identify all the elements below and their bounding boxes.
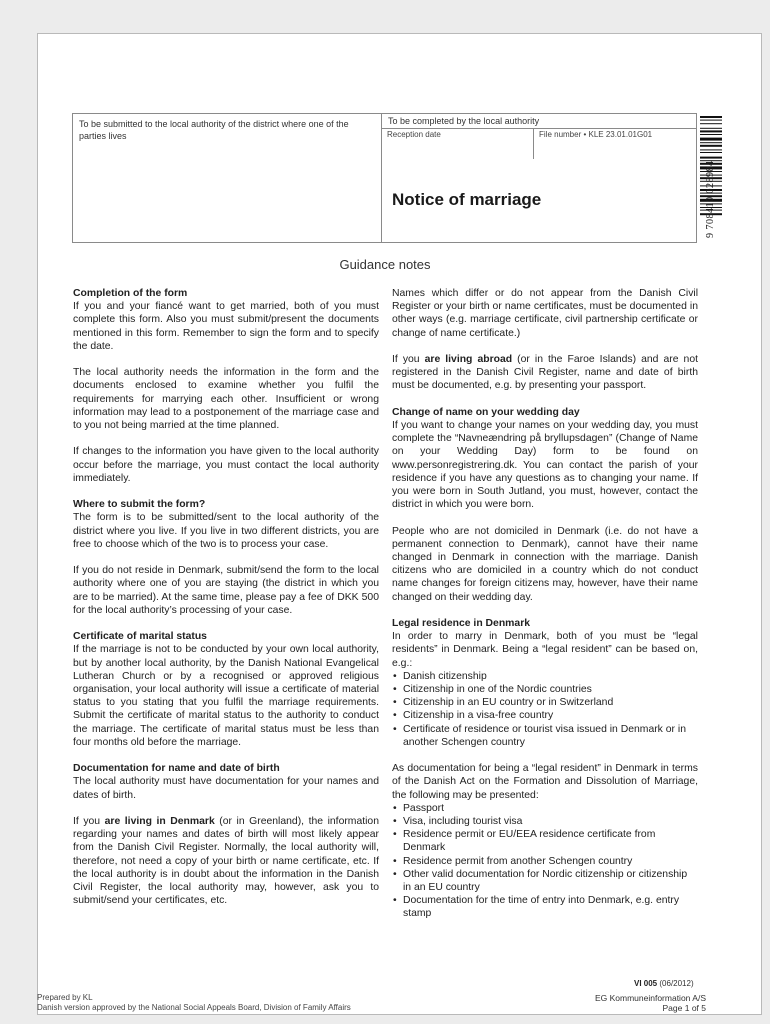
approval-note: Danish version approved by the National Social Appeals Board, Division of Family Affairs xyxy=(37,1003,351,1012)
paragraph-change-name: If you want to change your names on your wedding day, you must complete the “Navneændring på bryllupsdagen” (Change of Name on your Wedding Day) form to be found on www.personregistrering.dk. You can contact the parish of your residence if you have any questions as to changing your name. If you were born in South Jutland, you must, however, contact the district in which you were born. xyxy=(392,420,698,511)
text-run: If you xyxy=(392,354,425,365)
submission-box xyxy=(72,113,381,243)
text-run: (or in Greenland), the information regarding your names and dates of birth will most likely appear from the Danish Civil Register. Normally, the local authority will, therefore, not need a copy of your birth or name certificate, etc. If the local authority is in doubt about the information in the Danish Civil Register, the local authority may, however, ask you to submit/send your certificates, etc. xyxy=(73,816,379,907)
list-item: • Other valid documentation for Nordic citizenship or citizenship in an EU country xyxy=(392,868,698,894)
right-column xyxy=(392,287,698,934)
left-column xyxy=(73,287,379,921)
paragraph-information: The local authority needs the information in the form and the documents enclosed to examine whether you fulfil the requirements for marrying each other. Insufficient or wrong information may lead to a postponement of the marriage case and to you not being married at the time planned. xyxy=(73,367,379,432)
paragraph-legal-residence: In order to marry in Denmark, both of you must be “legal residents” in Denmark. Being a “legal resident” can be based on, e.g.: xyxy=(392,631,698,669)
heading-where: Where to submit the form? xyxy=(73,499,206,511)
list-item: • Documentation for the time of entry into Denmark, e.g. entry stamp xyxy=(392,894,698,920)
paragraph-living-denmark xyxy=(73,815,379,907)
heading-documentation: Documentation for name and date of birth xyxy=(73,763,280,775)
text-run: If you xyxy=(73,816,105,828)
submission-instruction: To be submitted to the local authority of the district where one of the parties lives xyxy=(79,119,349,141)
heading-legal-residence: Legal residence in Denmark xyxy=(392,618,531,630)
list-item: • Danish citizenship xyxy=(392,670,698,683)
heading-completion: Completion of the form xyxy=(73,288,188,299)
text-run-bold: are living abroad xyxy=(424,354,513,365)
form-code-date: (06/2012) xyxy=(659,979,694,988)
reception-date-field[interactable] xyxy=(382,129,534,159)
form-code-number: VI 005 xyxy=(634,979,658,988)
heading-change-name: Change of name on your wedding day xyxy=(392,406,580,418)
paragraph-not-domiciled: People who are not domiciled in Denmark (i.e. do not have a permanent connection to Denmark), cannot have their name changed in Denmark in connection with the marriage. Danish citizens who are domiciled in a country which do not conduct name changes for foreign citizens may, however, have their name changed on their wedding day. xyxy=(392,525,698,603)
list-item: • Citizenship in an EU country or in Switzerland xyxy=(392,696,698,709)
form-code xyxy=(634,979,694,988)
paragraph-documentation-legal: As documentation for being a “legal resident” in Denmark in terms of the Danish Act on the Formation and Dissolution of Marriage, the following may be presented: xyxy=(392,763,698,801)
prepared-by: Prepared by KL xyxy=(37,993,93,1002)
authority-label: To be completed by the local authority xyxy=(388,116,540,126)
guidance-title: Guidance notes xyxy=(339,257,431,272)
file-number-field[interactable] xyxy=(534,129,696,159)
legal-residence-list xyxy=(392,670,698,749)
paragraph-changes: If changes to the information you have given to the local authority occur before the marriage, you must contact the local authority immediately. xyxy=(73,446,379,484)
text-run-bold: are living in Denmark xyxy=(104,816,215,828)
list-item: • Citizenship in one of the Nordic countries xyxy=(392,683,698,696)
list-item: • Certificate of residence or tourist visa issued in Denmark or in another Schengen country xyxy=(392,723,698,749)
list-item: • Residence permit or EU/EEA residence certificate from Denmark xyxy=(392,828,698,854)
barcode-number: 9 708410 028984 xyxy=(705,160,716,238)
form-title: Notice of marriage xyxy=(392,190,542,209)
paragraph-documentation: The local authority must have documentation for your names and dates of birth. xyxy=(73,776,379,801)
documentation-list xyxy=(392,802,698,921)
paragraph-living-abroad xyxy=(392,353,698,393)
paragraph-completion: If you and your fiancé want to get married, both of you must complete this form. Also you must submit/present the documents mentioned in this form. Remember to sign the form and to specify the date. xyxy=(73,301,379,352)
footer-publisher xyxy=(560,993,706,1013)
authority-fields-row xyxy=(382,128,696,159)
page-number: Page 1 of 5 xyxy=(662,1003,706,1013)
publisher-name: EG Kommuneinformation A/S xyxy=(594,993,706,1003)
paragraph-where: The form is to be submitted/sent to the local authority of the district where you live. If you live in two different districts, you are free to choose which of the two is to process your case. xyxy=(73,512,379,550)
heading-certificate: Certificate of marital status xyxy=(73,631,207,643)
footer-credits xyxy=(37,993,351,1013)
list-item: • Residence permit from another Schengen country xyxy=(392,855,698,868)
paragraph-not-reside: If you do not reside in Denmark, submit/send the form to the local authority where one of you are staying (the district in which you are to be married). At the same time, please pay a fee of DKK 500 for the local authority’s processing of your case. xyxy=(73,565,379,616)
file-number-label: File number • KLE 23.01.01G01 xyxy=(539,130,653,139)
list-item: • Citizenship in a visa-free country xyxy=(392,709,698,722)
reception-date-label: Reception date xyxy=(387,130,441,139)
authority-box xyxy=(381,113,697,243)
list-item: • Passport xyxy=(392,802,698,815)
text-run: (or in the Faroe Islands) and are not registered in the Danish Civil Register, name and date of birth must be documented, e.g. by presenting your passport. xyxy=(392,354,698,392)
paragraph-certificate: If the marriage is not to be conducted by your own local authority, but by another local authority, by the Danish National Evangelical Lutheran Church or by a recognised or approved religious organisation, your local authority will issue a certificate of material status to you stating that you fulfil the marriage requirements. Submit the certificate of marital status to the authority to conduct the marriage. The certificate of marital status must be less than four months old before the marriage. xyxy=(73,644,379,748)
list-item: • Visa, including tourist visa xyxy=(392,815,698,828)
paragraph-names-differ: Names which differ or do not appear from the Danish Civil Register or your birth or name certificates, must be documented in other ways (e.g. marriage certificate, civil partnership certificate or change of name certificate.) xyxy=(392,288,698,339)
